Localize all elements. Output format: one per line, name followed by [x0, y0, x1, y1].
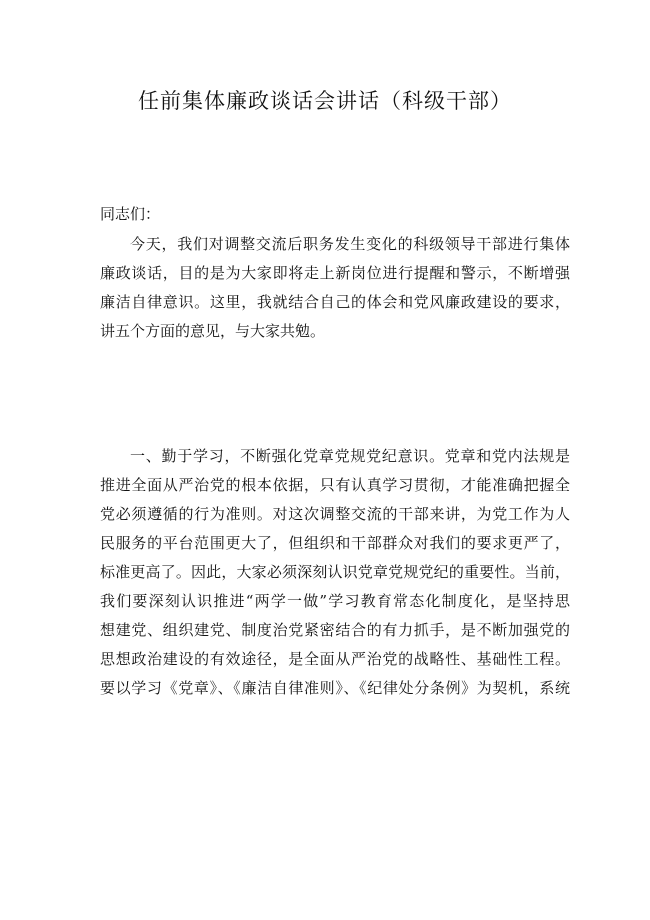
paragraph-line: 一、勤于学习，不断强化党章党规党纪意识。党章和党内法规是	[130, 447, 570, 465]
paragraph-opening	[100, 233, 570, 349]
paragraph-line: 今天，我们对调整交流后职务发生变化的科级领导干部进行集体	[130, 235, 570, 253]
paragraph-line: 廉政谈话，目的是为大家即将走上新岗位进行提醒和警示，不断增强	[100, 264, 570, 282]
paragraph-line: 廉洁自律意识。这里，我就结合自己的体会和党风廉政建设的要求，	[100, 293, 570, 311]
paragraph-line: 思想政治建设的有效途径，是全面从严治党的战略性、基础性工程。	[100, 650, 570, 668]
document-title: 任前集体廉政谈话会讲话（科级干部）	[138, 89, 512, 113]
paragraph-line: 要以学习《党章》、《廉洁自律准则》、《纪律处分条例》为契机，系统	[100, 679, 570, 697]
paragraph-line: 推进全面从严治党的根本依据，只有认真学习贯彻，才能准确把握全	[100, 476, 570, 494]
paragraph-line: 我们要深刻认识推进“两学一做”学习教育常态化制度化，是坚持思	[100, 592, 570, 610]
paragraph-line: 想建党、组织建党、制度治党紧密结合的有力抓手，是不断加强党的	[100, 621, 570, 639]
paragraph-line: 民服务的平台范围更大了，但组织和干部群众对我们的要求更严了，	[100, 534, 570, 552]
salutation: 同志们：	[100, 205, 161, 223]
paragraph-section-one	[100, 445, 570, 706]
paragraph-line: 标准更高了。因此，大家必须深刻认识党章党规党纪的重要性。当前，	[100, 563, 570, 581]
paragraph-line: 党必须遵循的行为准则。对这次调整交流的干部来讲，为党工作为人	[100, 505, 570, 523]
paragraph-line: 讲五个方面的意见，与大家共勉。	[100, 322, 326, 340]
